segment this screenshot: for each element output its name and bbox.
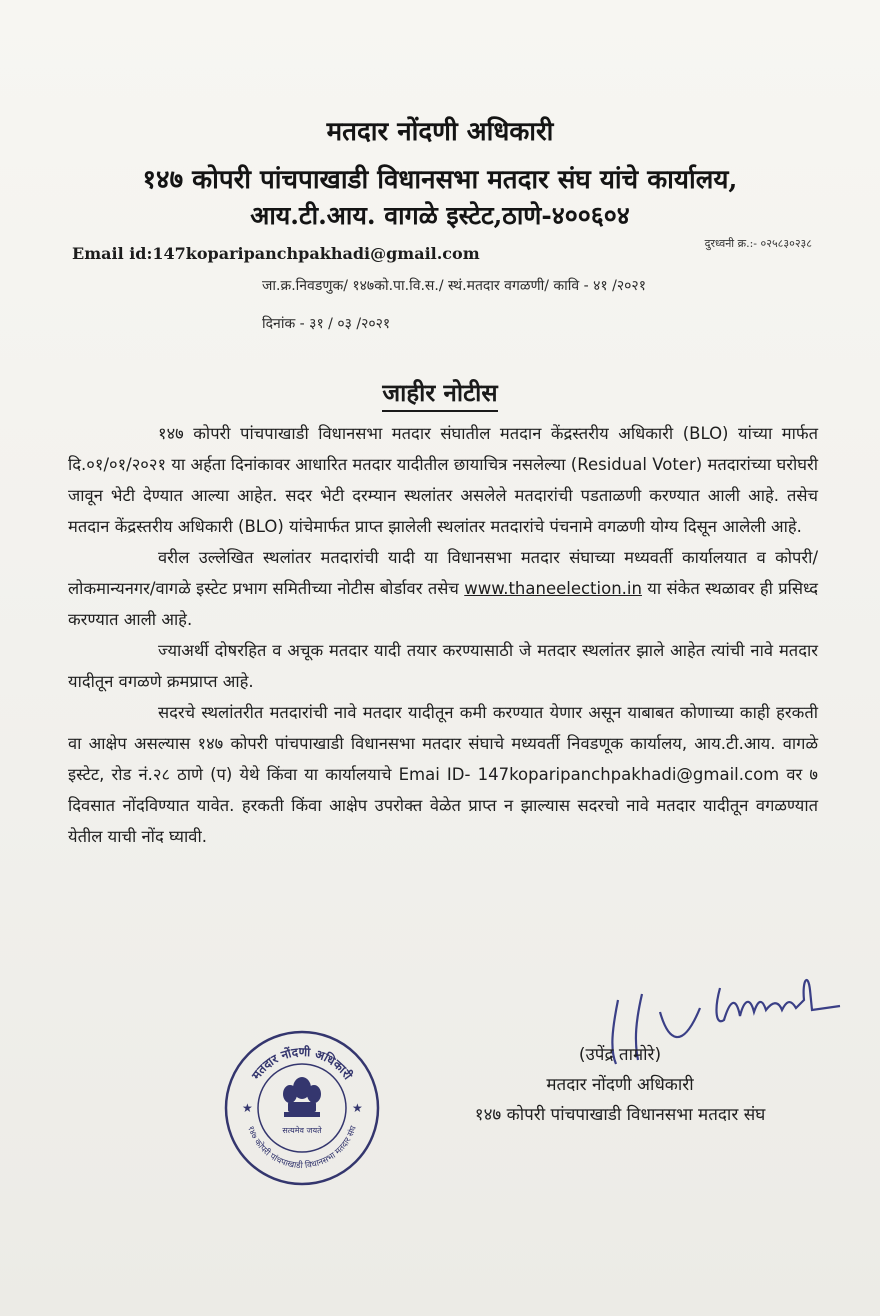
- signature-block: [420, 1040, 820, 1130]
- paragraph-2-text: वरील उल्लेखित स्थलांतर मतदारांची यादी या विधानसभा मतदार संघाच्या मध्यवर्ती कार्यालयात व कोपरी/लोकमान्यनगर/वागळे इस्टेट प्रभाग समितीच्या नोटीस बोर्डावर तसेच: [68, 548, 818, 598]
- svg-text:★: ★: [242, 1101, 253, 1115]
- paragraph-3: ज्याअर्थी दोषरहित व अचूक मतदार यादी तयार करण्यासाठी जे मतदार स्थलांतर झाले आहेत त्यांची नावे मतदार यादीतून वगळणे क्रमप्राप्त आहे.: [68, 641, 818, 691]
- paragraph-4: सदरचे स्थलांतरीत मतदारांची नावे मतदार यादीतून कमी करण्यात येणार असून याबाबत कोणाच्या काही हरकती वा आक्षेप असल्यास १४७ कोपरी पांचपाखाडी विधानसभा मतदार संघाचे मध्यवर्ती निवडणूक कार्यालय, आय.टी.आय. वागळे इस्टेट, रोड नं.२८ ठाणे (प) येथे किंवा या कार्यालयाचे Emai ID- 147koparipanchpakhadi@gmail.com वर ७ दिवसात नोंदविण्यात यावेत. हरकती किंवा आक्षेप उपरोक्त वेळेत प्राप्त न झाल्यास सदरचो नावे मतदार यादीतून वगळण्यात येतील याची नोंद घ्यावी.: [68, 703, 818, 846]
- notice-body: [68, 418, 818, 852]
- notice-heading-text: जाहीर नोटीस: [382, 379, 497, 412]
- website-link[interactable]: www.thaneelection.in: [464, 579, 642, 598]
- reference-number: जा.क्र.निवडणुक/ १४७को.पा.वि.स./ स्थं.मतदार वगळणी/ कावि - ४१ /२०२१: [262, 278, 646, 294]
- office-name: १४७ कोपरी पांचपाखाडी विधानसभा मतदार संघ यांचे कार्यालय,: [142, 165, 738, 195]
- signatory-designation: मतदार नोंदणी अधिकारी: [546, 1075, 694, 1095]
- paragraph-2-tail: या संकेत स्थळावर ही प्रसिध्द करण्यात आली आहे.: [68, 579, 818, 629]
- svg-text:१४७ कोपरी पांचपाखाडी विधानसभा: १४७ कोपरी पांचपाखाडी विधानसभा मतदार संघ: [245, 1124, 359, 1172]
- email-text: Email id:147koparipanchpakhadi@gmail.com: [72, 244, 480, 263]
- official-seal: [222, 1028, 382, 1188]
- signatory-office: १४७ कोपरी पांचपाखाडी विधानसभा मतदार संघ: [474, 1105, 766, 1125]
- office-title: मतदार नोंदणी अधिकारी: [326, 117, 554, 147]
- signatory-name: (उपेंद्र तामोरे): [578, 1045, 662, 1065]
- svg-text:मतदार नोंदणी अधिकारी: मतदार नोंदणी अधिकारी: [248, 1044, 355, 1083]
- svg-text:सत्यमेव जयते: सत्यमेव जयते: [282, 1126, 322, 1135]
- svg-text:★: ★: [352, 1101, 363, 1115]
- paragraph-2: [68, 542, 818, 635]
- contact-row: [72, 236, 812, 264]
- paragraph-1: १४७ कोपरी पांचपाखाडी विधानसभा मतदार संघातील मतदान केंद्रस्तरीय अधिकारी (BLO) यांच्या मार्फत दि.०१/०१/२०२१ या अर्हता दिनांकावर आधारित मतदार यादीतील छायाचित्र नसलेल्या (Residual Voter) मतदारांच्या घरोघरी जावून भेटी देण्यात आल्या आहेत. सदर भेटी दरम्यान स्थलांतर असलेले मतदारांची पडताळणी करण्यात आली आहे. तसेच मतदान केंद्रस्तरीय अधिकारी (BLO) यांचेमार्फत प्राप्त झालेली स्थलांतर मतदारांचे पंचनामे वगळणी योग्य दिसून आलेली आहे.: [68, 424, 818, 536]
- notice-heading: [0, 376, 880, 409]
- office-address: आय.टी.आय. वागळे इस्टेट,ठाणे-४००६०४: [250, 201, 630, 230]
- phone-text: दुरध्वनी क्र.:- ०२५८३०२३८: [704, 237, 812, 250]
- notice-date: दिनांक - ३१ / ०३ /२०२१: [262, 316, 391, 332]
